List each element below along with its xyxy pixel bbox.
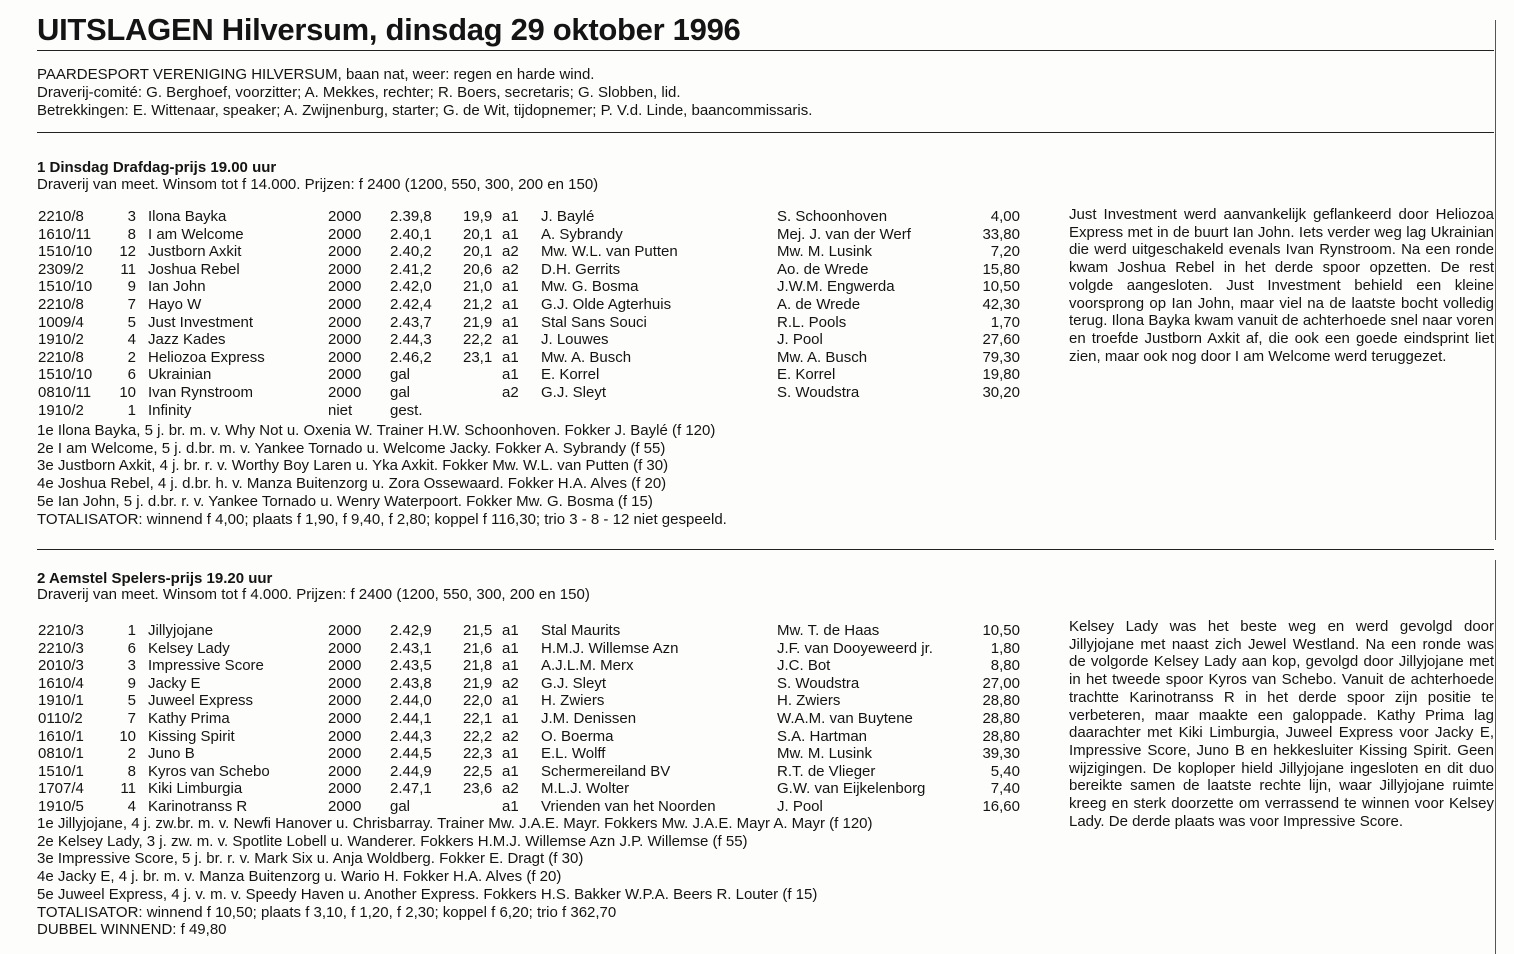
result-grp: a2 [502,260,519,278]
detail-line: TOTALISATOR: winnend f 4,00; plaats f 1,90, f 9,40, f 2,80; koppel f 116,30; trio 3 - 8 - 12 niet gespeeld. [37,510,727,528]
result-horse: Ukrainian [148,366,212,384]
result-grp: a1 [502,692,519,710]
result-row [0,261,1050,279]
result-time: gal [390,797,411,815]
result-dist: 2000 [328,622,362,639]
result-horse: Kiki Limburgia [148,780,243,798]
result-row [0,798,1050,816]
result-km: 22,1 [463,709,493,727]
detail-line: 1e Ilona Bayka, 5 j. br. m. v. Why Not u. Oxenia W. Trainer H.W. Schoonhoven. Fokker J. Baylé (f 120) [37,422,716,439]
result-dist: 2000 [328,727,362,745]
result-rider: J. Baylé [541,208,595,225]
result-num: 3 [127,208,136,225]
result-odds: 4,00 [990,208,1020,225]
result-grp: a2 [502,674,519,692]
result-time: 2.39,8 [390,208,432,225]
result-num: 4 [127,797,136,815]
detail-line: 4e Joshua Rebel, 4 j. d.br. h. v. Manza Buitenzorg u. Zora Ossewaard. Fokker H.A. Alves (f 20) [37,475,667,493]
result-odds: 19,80 [982,366,1020,384]
result-horse: Kissing Spirit [148,727,235,745]
result-grp: a1 [502,797,519,815]
result-num: 10 [119,383,136,401]
result-horse: Juno B [148,745,195,763]
result-dist: 2000 [328,762,362,780]
result-odds: 1,80 [990,639,1020,657]
result-odds: 27,60 [982,331,1020,349]
result-km: 21,9 [463,313,493,331]
race-2-comment: Kelsey Lady was het beste weg en werd gevolgd door Jillyjojane met naast zich Jewel Westland. Na een ronde was de volgorde Kelsey Lady aan kop, gevolgd door Jillyjojane met in het tweede spoor Kyros van Schebo. Vanuit de achterhoede trachtte Karinotranss R in het derde spoor zijn positie te verbeteren, maar maakte een galoppade. Kathy Prima lag daarachter met Kiki Limburgia, Juweel Express voor Jacky E, Impressive Score, Juno B en hekkesluiter Kissing Spirit. Geen wijzigingen. De koploper hield Jillyjojane ingesloten en dit duo bereikte samen de laatste rechte lijn, waar Jillyjojane ruimte kreeg en sterk doorzette om verrassend te winnen voor Kelsey Lady. De derde plaats was voor Impressive Score. [1069,618,1494,830]
detail-line: DUBBEL WINNEND: f 49,80 [37,921,227,939]
result-code: 1510/1 [38,762,84,780]
result-horse: Kelsey Lady [148,639,230,657]
result-code: 2010/3 [38,657,84,675]
result-horse: Infinity [148,401,192,419]
result-row [0,366,1050,384]
result-odds: 7,40 [990,780,1020,798]
result-num: 7 [127,295,136,313]
result-rider: O. Boerma [541,727,614,745]
result-row [0,243,1050,261]
result-num: 10 [119,727,136,745]
result-num: 9 [127,278,136,296]
result-num: 2 [127,745,136,763]
result-num: 12 [119,243,136,261]
race-1-results-table [0,208,1050,419]
result-num: 11 [120,260,136,278]
result-rider: M.L.J. Wolter [541,780,630,798]
result-km: 21,8 [463,657,493,675]
race-1-title: 1 Dinsdag Drafdag-prijs 19.00 uur [37,159,277,176]
result-odds: 39,30 [982,745,1020,763]
result-grp: a1 [502,745,519,763]
result-code: 1910/5 [38,797,84,815]
result-dist: 2000 [328,709,362,727]
result-horse: Kyros van Schebo [148,762,270,780]
result-row [0,657,1050,675]
result-rider: Mw. A. Busch [541,348,632,366]
result-horse: Karinotranss R [148,797,248,815]
result-odds: 28,80 [982,692,1020,710]
result-trainer: R.T. de Vlieger [777,762,876,780]
result-time: 2.44,0 [390,692,432,710]
result-code: 2210/3 [38,639,84,657]
result-code: 1510/10 [38,278,93,296]
result-km: 22,5 [463,762,493,780]
result-rider: G.J. Olde Agterhuis [541,295,672,313]
detail-line: 3e Justborn Axkit, 4 j. br. r. v. Worthy Boy Laren u. Yka Axkit. Fokker Mw. W.L. van Putten (f 30) [37,457,669,475]
result-horse: Just Investment [148,313,254,331]
result-code: 0110/2 [38,709,83,727]
result-num: 8 [127,225,136,243]
result-horse: Jacky E [148,674,201,692]
result-km: 20,1 [463,243,493,261]
result-km: 22,0 [463,692,493,710]
result-horse: Heliozoa Express [148,348,265,366]
result-row [0,692,1050,710]
result-rider: E.L. Wolff [541,745,606,763]
result-trainer: Mw. A. Busch [777,348,868,366]
result-trainer: R.L. Pools [777,313,847,331]
result-code: 1910/2 [38,331,84,349]
result-horse: Ian John [148,278,206,296]
detail-line: 5e Ian John, 5 j. d.br. r. v. Yankee Tornado u. Wenry Waterpoort. Fokker Mw. G. Bosma (f 15) [37,492,653,510]
result-km: 22,3 [463,745,493,763]
result-dist: 2000 [328,278,362,296]
result-grp: a1 [502,331,519,349]
result-dist: 2000 [328,780,362,798]
result-grp: a1 [502,366,519,384]
result-time: 2.44,9 [390,762,432,780]
result-num: 8 [127,762,136,780]
result-horse: I am Welcome [148,225,244,243]
result-code: 2210/3 [38,622,84,639]
result-dist: 2000 [328,260,362,278]
result-km: 21,0 [463,278,493,296]
result-row [0,296,1050,314]
race-1-conditions: Draverij van meet. Winsom tot f 14.000. Prijzen: f 2400 (1200, 550, 300, 200 en 150) [37,176,599,193]
result-dist: 2000 [328,639,362,657]
result-code: 1910/1 [38,692,84,710]
result-dist: 2000 [328,383,362,401]
result-rider: H. Zwiers [541,692,605,710]
detail-line: TOTALISATOR: winnend f 10,50; plaats f 3,10, f 1,20, f 2,30; koppel f 6,20; trio f 362,70 [37,903,617,921]
result-grp: a1 [502,208,519,225]
detail-line: 2e Kelsey Lady, 3 j. zw. m. v. Spotlite Lobell u. Wanderer. Fokkers H.M.J. Willemse Azn J.P. Willemse (f 55) [37,832,748,850]
result-dist: 2000 [328,797,362,815]
result-dist: 2000 [328,692,362,710]
result-grp: a2 [502,780,519,798]
result-num: 5 [127,313,136,331]
result-num: 5 [127,692,136,710]
result-rider: G.J. Sleyt [541,674,607,692]
result-code: 1707/4 [38,780,84,798]
result-rider: G.J. Sleyt [541,383,607,401]
result-km: 21,6 [463,639,493,657]
result-km: 23,6 [463,780,493,798]
result-odds: 10,50 [982,278,1020,296]
result-km: 21,5 [463,622,493,639]
result-horse: Impressive Score [148,657,264,675]
result-rider: A.J.L.M. Merx [541,657,634,675]
result-rider: Vrienden van het Noorden [541,797,716,815]
result-rider: J. Louwes [541,331,609,349]
result-odds: 16,60 [982,797,1020,815]
race-2-title: 2 Aemstel Spelers-prijs 19.20 uur [37,570,273,587]
result-num: 7 [127,709,136,727]
result-rider: E. Korrel [541,366,600,384]
result-rider: A. Sybrandy [541,225,623,243]
result-km: 22,2 [463,331,493,349]
result-code: 0810/1 [38,745,84,763]
result-code: 1910/2 [38,401,84,419]
result-horse: Justborn Axkit [148,243,242,261]
result-trainer: J. Pool [777,797,823,815]
result-dist: 2000 [328,348,362,366]
right-margin-line [1495,560,1496,954]
result-dist: 2000 [328,313,362,331]
result-code: 1610/4 [38,674,84,692]
result-time: 2.43,8 [390,674,432,692]
result-code: 1510/10 [38,243,93,261]
result-horse: Jazz Kades [148,331,226,349]
race-2-results-table [0,622,1050,816]
page-title: UITSLAGEN Hilversum, dinsdag 29 oktober 1996 [37,12,741,47]
result-odds: 7,20 [990,243,1020,261]
result-trainer: J. Pool [777,331,823,349]
result-dist: 2000 [328,208,362,225]
detail-line: 2e I am Welcome, 5 j. d.br. m. v. Yankee Tornado u. Welcome Jacky. Fokker A. Sybrandy (f 55) [37,439,666,457]
result-horse: Hayo W [148,295,202,313]
result-row [0,208,1050,226]
result-horse: Jillyjojane [148,622,214,639]
result-code: 1009/4 [38,313,84,331]
result-dist: 2000 [328,657,362,675]
result-trainer: Mw. M. Lusink [777,745,873,763]
result-row [0,780,1050,798]
result-dist: 2000 [328,674,362,692]
result-rider: Mw. W.L. van Putten [541,243,678,261]
section-rule [37,549,1494,550]
result-row [0,640,1050,658]
result-odds: 42,30 [982,295,1020,313]
result-time: 2.46,2 [390,348,432,366]
result-time: 2.44,1 [390,709,432,727]
result-rider: Mw. G. Bosma [541,278,639,296]
result-num: 6 [127,366,136,384]
result-odds: 28,80 [982,727,1020,745]
result-grp: a1 [502,639,519,657]
result-km: 22,2 [463,727,493,745]
race-1-comment: Just Investment werd aanvankelijk geflankeerd door Heliozoa Express met in de buurt Ian John. Iets verder weg lag Ukrainian die werd uitgeschakeld evenals Ivan Rynstroom. Na een ronde kwam Joshua Rebel in het derde spoor opzetten. De rest volgde aangesloten. Just Investment behield een kleine voorsprong op Ian John, maar viel na de laatste bocht volledig terug. Ilona Bayka kwam vanuit de achterhoede snel naar voren en troefde Justborn Axkit af, die ook een goede eindsprint liet zien, maar ook nog door I am Welcome werd teruggezet. [1069,206,1494,365]
result-time: 2.42,4 [390,295,432,313]
result-grp: a1 [502,657,519,675]
result-time: gal [390,383,411,401]
result-row [0,745,1050,763]
detail-line: 3e Impressive Score, 5 j. br. r. v. Mark Six u. Anja Woldberg. Fokker E. Dragt (f 30) [37,850,584,868]
result-grp: a1 [502,278,519,296]
result-row [0,763,1050,781]
result-km: 20,6 [463,260,493,278]
result-dist: 2000 [328,745,362,763]
result-dist: 2000 [328,331,362,349]
result-grp: a1 [502,225,519,243]
result-time: 2.44,3 [390,727,432,745]
result-row [0,226,1050,244]
result-grp: a2 [502,727,519,745]
result-grp: a1 [502,313,519,331]
result-trainer: W.A.M. van Buytene [777,709,913,727]
result-grp: a1 [502,709,519,727]
result-rider: Schermereiland BV [541,762,671,780]
result-trainer: A. de Wrede [777,295,861,313]
result-trainer: J.F. van Dooyeweerd jr. [777,639,933,657]
detail-line: 5e Juweel Express, 4 j. v. m. v. Speedy Haven u. Another Express. Fokkers H.S. Bakker W.P.A. Beers R. Louter (f 15) [37,885,818,903]
result-num: 1 [127,401,136,419]
result-time: gest. [390,401,423,419]
result-code: 1510/10 [38,366,93,384]
result-odds: 8,80 [990,657,1020,675]
detail-line: 1e Jillyjojane, 4 j. zw.br. m. v. Newfi Hanover u. Chrisbarray. Trainer Mw. J.A.E. Mayr. Fokkers Mw. J.A.E. Mayr A. Mayr (f 120) [37,815,873,832]
result-trainer: G.W. van Eijkelenborg [777,780,926,798]
result-num: 9 [127,674,136,692]
intro-block [37,66,812,120]
result-odds: 27,00 [982,674,1020,692]
result-km: 23,1 [463,348,493,366]
result-rider: Stal Maurits [541,622,621,639]
result-odds: 33,80 [982,225,1020,243]
result-odds: 10,50 [982,622,1020,639]
result-trainer: J.C. Bot [777,657,831,675]
result-row [0,384,1050,402]
result-horse: Ivan Rynstroom [148,383,254,401]
intro-line: Draverij-comité: G. Berghoef, voorzitter; A. Mekkes, rechter; R. Boers, secretaris; G. Slobben, lid. [37,84,681,101]
result-time: 2.42,9 [390,622,432,639]
result-row [0,402,1050,420]
result-num: 6 [127,639,136,657]
race-1-details [37,422,727,528]
intro-line: Betrekkingen: E. Wittenaar, speaker; A. Zwijnenburg, starter; G. de Wit, tijdopnemer; P. V.d. Linde, baancommissaris. [37,102,813,119]
result-grp: a1 [502,348,519,366]
detail-line: 4e Jacky E, 4 j. br. m. v. Manza Buitenzorg u. Wario H. Fokker H.A. Alves (f 20) [37,868,562,886]
result-trainer: S. Woudstra [777,383,860,401]
result-code: 2210/8 [38,208,84,225]
section-rule [37,132,1494,133]
result-grp: a2 [502,243,519,261]
result-grp: a2 [502,383,519,401]
result-time: 2.42,0 [390,278,432,296]
result-trainer: S.A. Hartman [777,727,868,745]
result-row [0,331,1050,349]
result-odds: 79,30 [982,348,1020,366]
result-time: 2.41,2 [390,260,432,278]
result-trainer: Mw. T. de Haas [777,622,880,639]
result-km: 21,2 [463,295,493,313]
result-trainer: S. Woudstra [777,674,860,692]
result-num: 1 [127,622,136,639]
result-time: gal [390,366,411,384]
result-row [0,314,1050,332]
result-dist: 2000 [328,225,362,243]
result-row [0,622,1050,640]
result-dist: 2000 [328,366,362,384]
result-trainer: Ao. de Wrede [777,260,869,278]
result-time: 2.43,5 [390,657,432,675]
race-2-conditions: Draverij van meet. Winsom tot f 4.000. Prijzen: f 2400 (1200, 550, 300, 200 en 150) [37,586,590,603]
title-rule [37,50,1494,51]
result-time: 2.40,1 [390,225,432,243]
result-code: 2210/8 [38,348,84,366]
result-time: 2.44,5 [390,745,432,763]
result-grp: a1 [502,295,519,313]
result-num: 3 [127,657,136,675]
result-km: 20,1 [463,225,493,243]
result-code: 1610/1 [38,727,84,745]
result-time: 2.43,1 [390,639,432,657]
result-grp: a1 [502,622,519,639]
result-odds: 5,40 [990,762,1020,780]
result-dist: niet [328,401,353,419]
result-trainer: H. Zwiers [777,692,841,710]
result-rider: Stal Sans Souci [541,313,647,331]
result-num: 2 [127,348,136,366]
result-num: 4 [127,331,136,349]
result-horse: Ilona Bayka [148,208,227,225]
right-margin-line [1495,20,1496,540]
intro-line: PAARDESPORT VERENIGING HILVERSUM, baan nat, weer: regen en harde wind. [37,66,595,83]
result-trainer: J.W.M. Engwerda [777,278,895,296]
result-row [0,710,1050,728]
result-trainer: E. Korrel [777,366,836,384]
result-km: 21,9 [463,674,493,692]
result-horse: Juweel Express [148,692,254,710]
result-time: 2.40,2 [390,243,432,261]
result-dist: 2000 [328,295,362,313]
result-code: 0810/11 [38,383,92,401]
result-time: 2.43,7 [390,313,432,331]
result-odds: 28,80 [982,709,1020,727]
result-row [0,675,1050,693]
result-row [0,728,1050,746]
result-horse: Kathy Prima [148,709,230,727]
result-row [0,349,1050,367]
result-rider: H.M.J. Willemse Azn [541,639,679,657]
result-row [0,278,1050,296]
result-num: 11 [120,780,136,798]
result-code: 2309/2 [38,260,84,278]
result-trainer: Mej. J. van der Werf [777,225,911,243]
race-2-details [37,815,873,939]
result-rider: D.H. Gerrits [541,260,621,278]
result-odds: 30,20 [982,383,1020,401]
result-trainer: Mw. M. Lusink [777,243,873,261]
result-grp: a1 [502,762,519,780]
result-km: 19,9 [463,208,493,225]
result-time: 2.47,1 [390,780,432,798]
result-time: 2.44,3 [390,331,432,349]
result-odds: 1,70 [990,313,1020,331]
result-code: 1610/11 [38,225,92,243]
result-odds: 15,80 [982,260,1020,278]
result-code: 2210/8 [38,295,84,313]
result-trainer: S. Schoonhoven [777,208,888,225]
result-rider: J.M. Denissen [541,709,637,727]
result-dist: 2000 [328,243,362,261]
result-horse: Joshua Rebel [148,260,240,278]
